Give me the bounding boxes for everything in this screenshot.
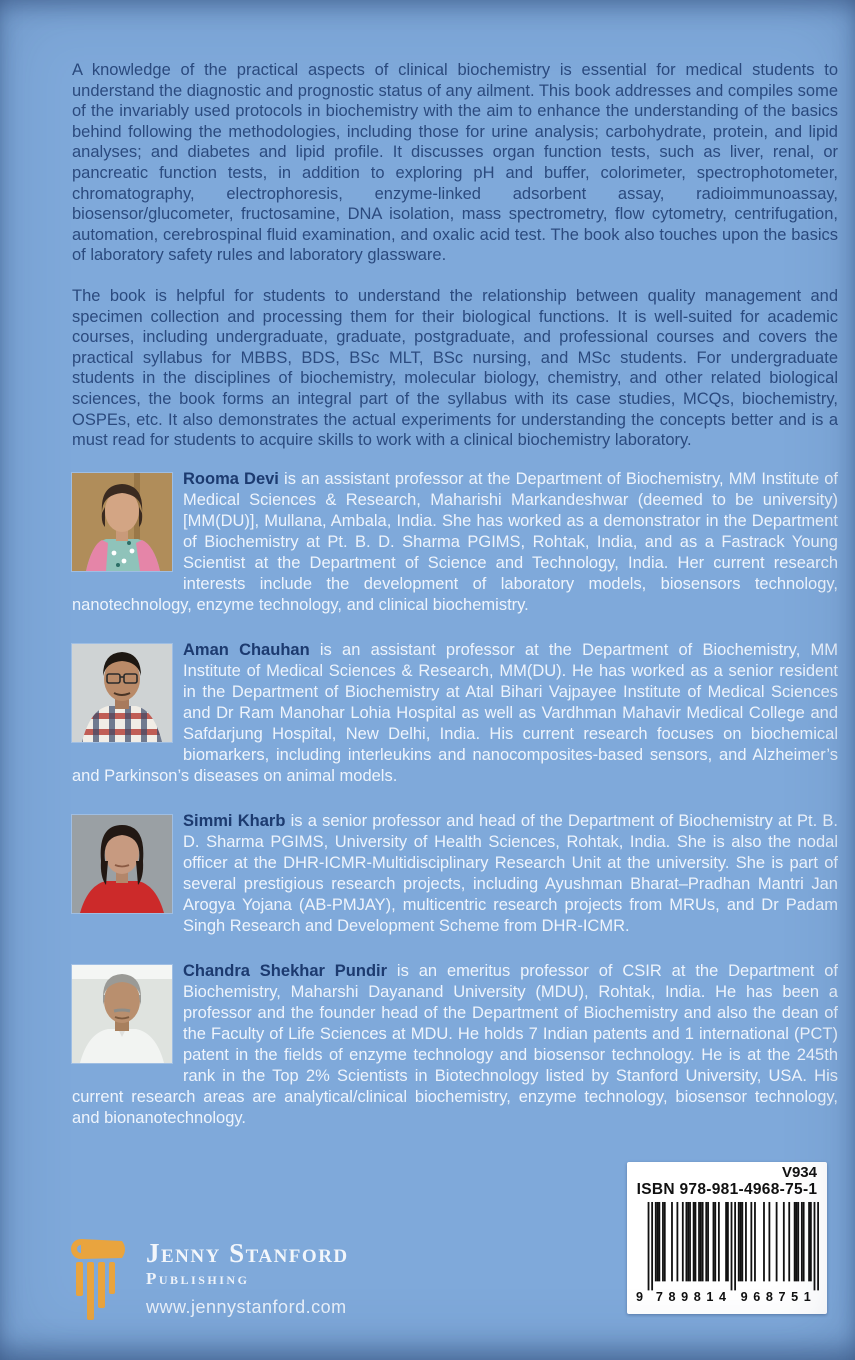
author-bio-text (72, 469, 838, 616)
svg-text:9: 9 (740, 1290, 748, 1305)
author-photo (72, 965, 172, 1063)
author-name: Simmi Kharb (183, 811, 286, 830)
author-bio-text (72, 961, 838, 1129)
svg-text:9: 9 (636, 1290, 644, 1305)
author-name: Rooma Devi (183, 469, 279, 488)
svg-text:8: 8 (765, 1290, 773, 1305)
svg-text:1: 1 (803, 1290, 811, 1305)
svg-text:7: 7 (778, 1290, 786, 1305)
barcode (627, 1162, 827, 1314)
svg-text:1: 1 (706, 1290, 714, 1305)
svg-text:8: 8 (693, 1290, 701, 1305)
author-bio-chandra-shekhar-pundir (72, 961, 838, 1129)
svg-text:4: 4 (718, 1290, 726, 1305)
author-bio-rooma-devi (72, 469, 838, 616)
author-bio-body: is an assistant professor at the Department of Biochemistry, MM Institute of Medical Sciences & Research, Maharishi Markandeshwar (deemed to be university) [MM(DU)], Mullana, Ambala, India. She has worked as a demonstrator in the Department of Biochemistry at Pt. B. D. Sharma PGIMS, Rohtak, India, and as a Fastrack Young Scientist at the Department of Science and Technology, India. Her current research interests include the development of laboratory models, biosensors technology, nanotechnology, enzyme technology, and clinical biochemistry. (72, 469, 839, 614)
author-bio-text (72, 811, 838, 937)
portrait-illustration-elderly-man (72, 965, 172, 1063)
author-bios (72, 469, 838, 1129)
svg-text:8: 8 (668, 1290, 676, 1305)
publisher-logo (70, 1236, 349, 1320)
author-bio-body: is an emeritus professor of CSIR at the Department of Biochemistry, Maharshi Dayanand University (MDU), Rohtak, India. He has been a professor and the founder head of the Department of Biochemistry and also the dean of the Faculty of Life Sciences at MDU. He holds 7 Indian patents and 1 international (PCT) patent in the fields of enzyme technology and biosensor technology. He is at the 245th rank in the Top 2% Scientists in Biotechnology listed by Stanford University, USA. His current research areas are analytical/clinical biochemistry, enzyme technology, biosensor technology, and bionanotechnology. (72, 961, 838, 1127)
isbn-label: ISBN 978-981-4968-75-1 (636, 1181, 818, 1198)
svg-text:6: 6 (753, 1290, 761, 1305)
svg-text:5: 5 (791, 1290, 799, 1305)
author-photo (72, 815, 172, 913)
publisher-name: Jenny Stanford (146, 1238, 349, 1268)
publisher-logo-text (146, 1236, 349, 1318)
svg-text:7: 7 (655, 1290, 663, 1305)
author-bio-body: is a senior professor and head of the Department of Biochemistry at Pt. B. D. Sharma PGIMS, University of Health Sciences, Rohtak, India. She is also the nodal officer at the DHR-ICMR-Multidisciplinary Research Unit at the university. She is part of several prestigious research projects, including Ayushman Bharat–Pradhan Mantri Jan Arogya Yojana (AB-PMJAY), multicentric research projects from MRUs, and Dr Padam Singh Research and Development Scheme from DHR-ICMR. (183, 811, 838, 935)
synopsis-paragraph-2: The book is helpful for students to understand the relationship between quality management and specimen collection and processing them for their biological functions. It is well-suited for academic courses, including undergraduate, graduate, postgraduate, and professional courses and covers the practical syllabus for MBBS, BDS, BSc MLT, BSc nursing, and MSc students. For undergraduate students in the disciplines of biochemistry, molecular biology, chemistry, and other related biological sciences, the book forms an integral part of the syllabus with its case studies, MCQs, biochemistry, OSPEs, etc. It also demonstrates the actual experiments for understanding the concepts better and is a must read for students to acquire skills to work with a clinical biochemistry laboratory. (72, 286, 838, 450)
publisher-subtitle: Publishing (146, 1269, 250, 1288)
portrait-illustration-woman-floral (72, 473, 172, 571)
author-bio-body: is an assistant professor at the Department of Biochemistry, MM Institute of Medical Sciences & Research, MM(DU). He has worked as a senior resident in the Department of Biochemistry at Atal Bihari Vajpayee Institute of Medical Sciences and Dr Ram Manohar Lohia Hospital as well as Vardhman Mahavir Medical College and Safdarjung Hospital, New Delhi, India. His current research focuses on biochemical biomarkers, including interleukins and nanocomposites-based sensors, and Alzheimer’s and Parkinson’s diseases on animal models. (72, 640, 838, 785)
author-name: Chandra Shekhar Pundir (183, 961, 388, 980)
column-capital-icon (70, 1236, 130, 1320)
svg-text:9: 9 (681, 1290, 689, 1305)
author-bio-text (72, 640, 838, 787)
author-photo (72, 644, 172, 742)
synopsis-paragraph-1: A knowledge of the practical aspects of clinical biochemistry is essential for medical students to understand the diagnostic and prognostic status of any ailment. This book addresses and compiles some of the invariably used protocols in biochemistry with the aim to enhance the understanding of the basics behind following the methodologies, including those for urine analysis; carbohydrate, protein, and lipid analyses; and diabetes and lipid profile. It discusses organ function tests, such as liver, renal, or pancreatic function tests, in addition to exploring pH and buffer, colorimeter, spectrophotometer, chromatography, electrophoresis, enzyme-linked adsorbent assay, radioimmunoassay, biosensor/glucometer, fructosamine, DNA isolation, mass spectrometry, flow cytometry, centrifugation, automation, cerebrospinal fluid examination, and oxalic acid test. The book also touches upon the basics of laboratory safety rules and laboratory glassware. (72, 61, 838, 265)
portrait-illustration-woman-red-top (72, 815, 172, 913)
author-photo (72, 473, 172, 571)
author-bio-simmi-kharb (72, 811, 838, 937)
back-cover-text (72, 60, 838, 1153)
portrait-illustration-man-plaid (72, 644, 172, 742)
author-name: Aman Chauhan (183, 640, 310, 659)
barcode-code: V934 (781, 1164, 817, 1181)
author-bio-aman-chauhan (72, 640, 838, 787)
publisher-website: www.jennystanford.com (146, 1297, 347, 1317)
ean13-barcode (635, 1200, 819, 1305)
